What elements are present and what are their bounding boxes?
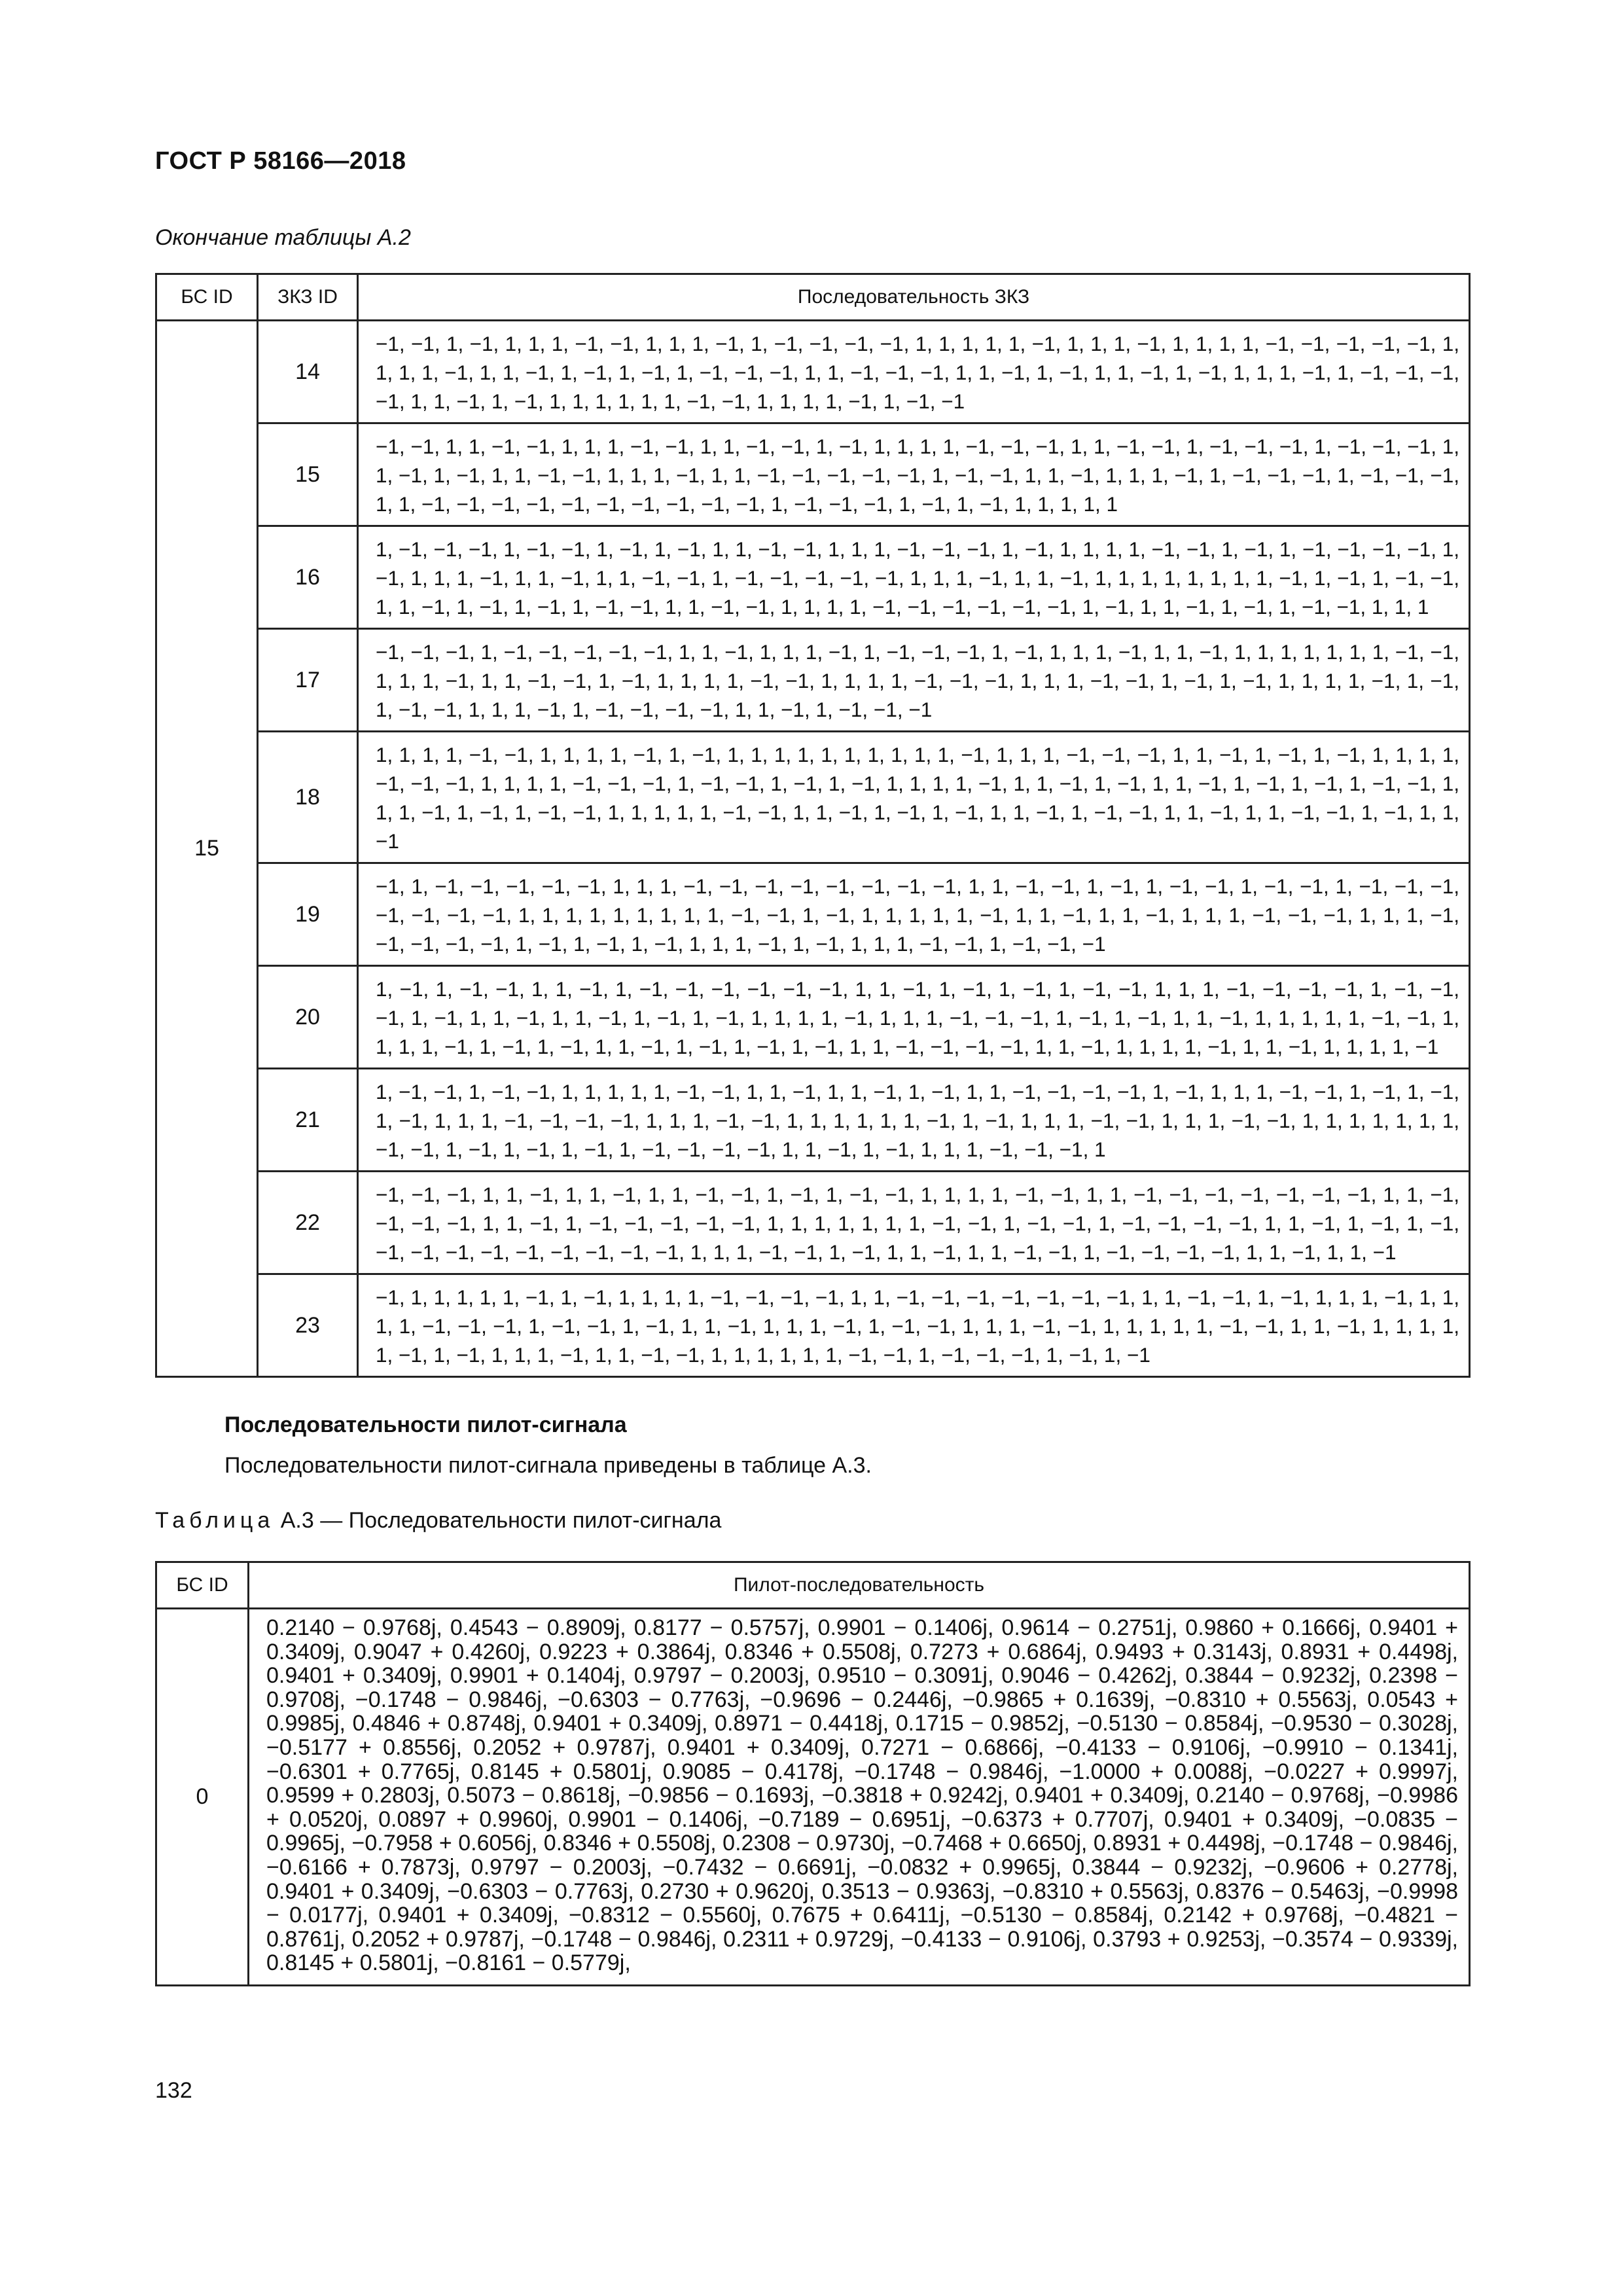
table-row [156, 1172, 1470, 1274]
table-row [156, 1274, 1470, 1377]
zkz-id-cell: 21 [258, 1069, 358, 1172]
zkz-id-cell: 14 [258, 321, 358, 423]
column-header-bs-id: БС ID [156, 274, 258, 321]
bs-id-cell: 15 [156, 321, 258, 1377]
table-a3-caption [155, 1508, 721, 1534]
table-row [156, 966, 1470, 1069]
page-number: 132 [155, 2078, 192, 2103]
table-row [156, 629, 1470, 732]
table-row [156, 1609, 1470, 1986]
table-a3 [155, 1561, 1471, 1986]
column-header-sequence: Последовательность ЗКЗ [358, 274, 1470, 321]
table-row [156, 321, 1470, 423]
zkz-id-cell: 22 [258, 1172, 358, 1274]
sequence-cell: −1, −1, −1, 1, 1, −1, 1, 1, −1, 1, 1, −1, −1, 1, −1, 1, −1, −1, 1, 1, 1, 1, −1, −1, 1, 1, −1, −1, −1, −1, −1, −1, −1, 1, 1, −1, −1, −1, −1, 1, 1, −1, 1, −1, −1, −1, −1, −1, 1, 1, 1, 1, 1, 1, 1, −1, −1, 1, −1, −1, 1, −1, −1, −1, −1, 1, 1, −1, 1, −1, 1, −1, −1, −1, −1, −1, −1, −1, −1, −1, −1, 1, 1, 1, −1, −1, 1, −1, 1, 1, −1, 1, 1, −1, −1, 1, −1, −1, −1, −1, 1, 1, −1, 1, 1, −1 [358, 1172, 1470, 1274]
zkz-id-cell: 17 [258, 629, 358, 732]
sequence-cell: −1, −1, −1, 1, −1, −1, −1, −1, −1, 1, 1, −1, 1, 1, 1, −1, 1, −1, −1, −1, 1, −1, 1, 1, 1, −1, 1, 1, −1, 1, 1, 1, 1, 1, 1, 1, −1, −1, 1, 1, 1, −1, 1, 1, −1, −1, 1, −1, 1, 1, 1, 1, −1, −1, 1, 1, 1, 1, −1, −1, −1, 1, 1, 1, −1, −1, 1, −1, 1, −1, 1, 1, 1, 1, −1, 1, −1, 1, −1, −1, 1, 1, 1, −1, 1, −1, −1, −1, −1, 1, 1, −1, 1, −1, −1, −1 [358, 629, 1470, 732]
table-row [156, 863, 1470, 966]
table-a2-caption: Окончание таблицы А.2 [155, 225, 411, 250]
sequence-cell: 1, −1, −1, −1, 1, −1, −1, 1, −1, 1, −1, 1, 1, −1, −1, 1, 1, 1, −1, −1, −1, 1, −1, 1, 1, 1, 1, −1, −1, 1, −1, 1, −1, −1, −1, −1, 1, −1, 1, 1, 1, −1, 1, 1, −1, 1, 1, −1, −1, 1, −1, −1, −1, −1, −1, 1, 1, 1, −1, 1, 1, −1, 1, 1, 1, 1, 1, 1, 1, 1, −1, 1, −1, 1, −1, −1, 1, 1, −1, 1, −1, 1, −1, 1, −1, −1, 1, 1, −1, −1, 1, 1, 1, 1, −1, −1, −1, −1, −1, −1, 1, −1, 1, 1, −1, 1, −1, 1, −1, −1, 1, 1, 1 [358, 526, 1470, 629]
table-row [156, 732, 1470, 863]
document-header: ГОСТ Р 58166—2018 [155, 147, 406, 175]
sequence-cell: −1, −1, 1, −1, 1, 1, 1, −1, −1, 1, 1, 1, −1, 1, −1, −1, −1, −1, 1, 1, 1, 1, 1, −1, 1, 1, 1, −1, 1, 1, 1, 1, −1, −1, −1, −1, −1, 1, 1, 1, 1, −1, 1, 1, −1, 1, −1, 1, −1, 1, −1, −1, −1, 1, 1, −1, −1, −1, 1, 1, −1, 1, −1, 1, 1, −1, 1, −1, 1, 1, 1, −1, 1, −1, −1, −1, −1, 1, 1, −1, 1, −1, 1, 1, 1, 1, 1, 1, −1, −1, 1, 1, 1, 1, −1, 1, −1, −1 [358, 321, 1470, 423]
table-a3-caption-title: А.3 — Последовательности пилот-сигнала [274, 1508, 722, 1533]
zkz-id-cell: 16 [258, 526, 358, 629]
table-header-row [156, 1562, 1470, 1609]
pilot-section-title: Последовательности пилот-сигнала [224, 1412, 627, 1437]
sequence-cell: 1, −1, 1, −1, −1, 1, 1, −1, 1, −1, −1, −1, −1, −1, −1, 1, 1, −1, 1, −1, 1, −1, 1, −1, −1, 1, 1, 1, −1, −1, −1, −1, 1, −1, −1, −1, 1, −1, 1, 1, −1, 1, 1, −1, 1, −1, 1, −1, 1, 1, 1, 1, −1, 1, 1, 1, −1, −1, −1, 1, −1, 1, −1, 1, 1, −1, 1, 1, 1, 1, 1, −1, −1, 1, 1, 1, 1, −1, 1, −1, 1, −1, 1, 1, −1, 1, −1, 1, −1, 1, −1, 1, 1, −1, −1, −1, −1, 1, 1, −1, 1, 1, 1, 1, −1, 1, 1, −1, 1, 1, 1, 1, −1 [358, 966, 1470, 1069]
pilot-sequence-cell: 0.2140 − 0.9768j, 0.4543 − 0.8909j, 0.8177 − 0.5757j, 0.9901 − 0.1406j, 0.9614 − 0.2751j, 0.9860 + 0.1666j, 0.9401 + 0.3409j, 0.9047 + 0.4260j, 0.9223 + 0.3864j, 0.8346 + 0.5508j, 0.7273 + 0.6864j, 0.9493 + 0.3143j, 0.8931 + 0.4498j, 0.9401 + 0.3409j, 0.9901 + 0.1404j, 0.9797 − 0.2003j, 0.9510 − 0.3091j, 0.9046 − 0.4262j, 0.3844 − 0.9232j, 0.2398 − 0.9708j, −0.1748 − 0.9846j, −0.6303 − 0.7763j, −0.9696 − 0.2446j, −0.9865 + 0.1639j, −0.8310 + 0.5563j, 0.0543 + 0.9985j, 0.4846 + 0.8748j, 0.9401 + 0.3409j, 0.8971 − 0.4418j, 0.1715 − 0.9852j, −0.5130 − 0.8584j, −0.9530 − 0.3028j, −0.5177 + 0.8556j, 0.2052 + 0.9787j, 0.9401 + 0.3409j, 0.7271 − 0.6866j, −0.4133 − 0.9106j, −0.9910 − 0.1341j, −0.6301 + 0.7765j, 0.8145 + 0.5801j, 0.9085 − 0.4178j, −0.1748 − 0.9846j, −1.0000 + 0.0088j, −0.0227 + 0.9997j, 0.9599 + 0.2803j, 0.5073 − 0.8618j, −0.9856 − 0.1693j, −0.3818 + 0.9242j, 0.9401 + 0.3409j, 0.2140 − 0.9768j, −0.9986 + 0.0520j, 0.0897 + 0.9960j, 0.9901 − 0.1406j, −0.7189 − 0.6951j, −0.6373 + 0.7707j, 0.9401 + 0.3409j, −0.0835 − 0.9965j, −0.7958 + 0.6056j, 0.8346 + 0.5508j, 0.2308 − 0.9730j, −0.7468 + 0.6650j, 0.8931 + 0.4498j, −0.1748 − 0.9846j, −0.6166 + 0.7873j, 0.9797 − 0.2003j, −0.7432 − 0.6691j, −0.0832 + 0.9965j, 0.3844 − 0.9232j, −0.9606 + 0.2778j, 0.9401 + 0.3409j, −0.6303 − 0.7763j, 0.2730 + 0.9620j, 0.3513 − 0.9363j, −0.8310 + 0.5563j, 0.8376 − 0.5463j, −0.9998 − 0.0177j, 0.9401 + 0.3409j, −0.8312 − 0.5560j, 0.7675 + 0.6411j, −0.5130 − 0.8584j, 0.2142 + 0.9768j, −0.4821 − 0.8761j, 0.2052 + 0.9787j, −0.1748 − 0.9846j, 0.2311 + 0.9729j, −0.4133 − 0.9106j, 0.3793 + 0.9253j, −0.3574 − 0.9339j, 0.8145 + 0.5801j, −0.8161 − 0.5779j, [249, 1609, 1470, 1986]
table-row [156, 423, 1470, 526]
table-a3-caption-label: Таблица [155, 1508, 275, 1533]
table-row [156, 1069, 1470, 1172]
sequence-cell: −1, 1, 1, 1, 1, 1, −1, 1, −1, 1, 1, 1, 1, −1, −1, −1, −1, 1, 1, −1, −1, −1, −1, −1, −1, −1, 1, 1, −1, −1, 1, −1, 1, 1, 1, −1, 1, 1, 1, 1, −1, −1, −1, 1, −1, −1, 1, −1, 1, 1, −1, 1, 1, 1, −1, 1, −1, −1, 1, 1, 1, −1, −1, 1, 1, 1, 1, 1, −1, −1, 1, 1, −1, 1, 1, 1, 1, 1, −1, 1, −1, 1, 1, 1, −1, 1, 1, −1, −1, 1, 1, 1, 1, 1, 1, −1, −1, 1, −1, −1, −1, 1, −1, 1, −1 [358, 1274, 1470, 1377]
bs-id-cell: 0 [156, 1609, 249, 1986]
zkz-id-cell: 18 [258, 732, 358, 863]
zkz-id-cell: 15 [258, 423, 358, 526]
zkz-id-cell: 23 [258, 1274, 358, 1377]
sequence-cell: −1, −1, 1, 1, −1, −1, 1, 1, 1, −1, −1, 1, 1, −1, −1, 1, −1, 1, 1, 1, 1, −1, −1, −1, 1, 1, −1, −1, 1, −1, −1, −1, 1, −1, −1, −1, 1, 1, −1, 1, −1, 1, 1, −1, −1, 1, 1, 1, −1, 1, 1, −1, −1, −1, −1, −1, 1, −1, −1, 1, 1, −1, 1, 1, 1, −1, 1, −1, −1, −1, 1, −1, −1, −1, 1, 1, −1, −1, −1, −1, −1, −1, −1, −1, −1, −1, 1, −1, −1, −1, 1, −1, 1, −1, 1, 1, 1, 1, 1 [358, 423, 1470, 526]
sequence-cell: −1, 1, −1, −1, −1, −1, −1, 1, 1, 1, −1, −1, −1, −1, −1, −1, −1, −1, 1, 1, −1, −1, 1, −1, 1, −1, −1, 1, −1, −1, 1, −1, −1, −1, −1, −1, −1, −1, 1, 1, 1, 1, 1, 1, 1, 1, 1, −1, −1, 1, −1, 1, 1, 1, 1, 1, −1, 1, 1, −1, 1, 1, −1, 1, 1, 1, −1, −1, −1, 1, 1, 1, −1, −1, −1, −1, −1, 1, −1, 1, −1, 1, −1, 1, 1, 1, −1, 1, −1, 1, 1, 1, −1, −1, 1, −1, −1, −1 [358, 863, 1470, 966]
table-row [156, 526, 1470, 629]
table-a2 [155, 273, 1471, 1378]
column-header-pilot-sequence: Пилот-последовательность [249, 1562, 1470, 1609]
column-header-zkz-id: ЗКЗ ID [258, 274, 358, 321]
pilot-section-text: Последовательности пилот-сигнала приведены в таблице А.3. [224, 1453, 872, 1478]
table-header-row [156, 274, 1470, 321]
zkz-id-cell: 19 [258, 863, 358, 966]
zkz-id-cell: 20 [258, 966, 358, 1069]
sequence-cell: 1, −1, −1, 1, −1, −1, 1, 1, 1, 1, 1, −1, −1, 1, 1, −1, 1, 1, −1, 1, −1, 1, 1, −1, −1, −1, −1, 1, −1, 1, 1, 1, −1, −1, 1, −1, 1, −1, 1, −1, 1, 1, 1, −1, −1, −1, −1, 1, 1, 1, −1, −1, 1, 1, 1, 1, 1, 1, −1, 1, −1, 1, 1, 1, −1, −1, 1, 1, 1, −1, −1, 1, 1, 1, 1, 1, 1, 1, −1, −1, 1, −1, 1, −1, 1, −1, 1, −1, −1, −1, −1, 1, 1, −1, 1, −1, 1, 1, 1, −1, −1, −1, 1 [358, 1069, 1470, 1172]
column-header-bs-id: БС ID [156, 1562, 249, 1609]
sequence-cell: 1, 1, 1, 1, −1, −1, 1, 1, 1, 1, −1, 1, −1, 1, 1, 1, 1, 1, 1, 1, 1, 1, 1, −1, 1, 1, 1, −1, −1, −1, 1, 1, −1, 1, −1, 1, −1, 1, 1, 1, 1, −1, −1, −1, 1, 1, 1, 1, −1, −1, −1, 1, −1, −1, 1, −1, 1, −1, 1, 1, 1, 1, −1, 1, 1, −1, 1, −1, 1, 1, −1, 1, −1, 1, −1, 1, −1, −1, 1, 1, 1, −1, 1, −1, 1, −1, −1, 1, 1, 1, 1, 1, −1, −1, 1, 1, −1, 1, −1, 1, −1, 1, 1, −1, 1, −1, −1, 1, 1, −1, 1, 1, −1, −1, 1, −1, 1, 1, −1 [358, 732, 1470, 863]
